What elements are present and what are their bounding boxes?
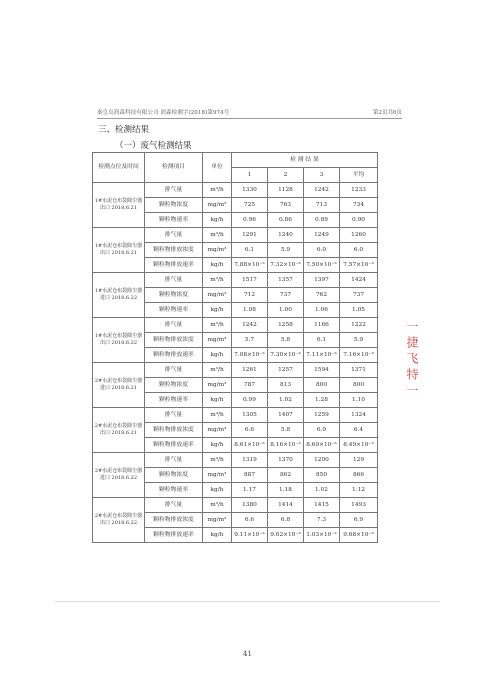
table-row (93, 318, 378, 333)
value-1-cell: 9.11×10⁻³ (232, 528, 268, 543)
unit-cell: mg/m³ (203, 333, 232, 348)
value-1-cell: 5.7 (232, 333, 268, 348)
average-cell: 1493 (340, 498, 378, 513)
footer-rule (55, 601, 440, 602)
item-cell: 排气量 (145, 363, 203, 378)
average-cell: 0.90 (340, 213, 378, 228)
item-cell: 排气量 (145, 498, 203, 513)
item-cell: 颗粒物浓度 (145, 468, 203, 483)
value-2-cell: 6.8 (268, 513, 304, 528)
unit-cell: mg/m³ (203, 378, 232, 393)
unit-cell: mg/m³ (203, 513, 232, 528)
unit-cell: kg/h (203, 483, 232, 498)
value-3-cell: 1200 (304, 453, 340, 468)
average-cell: 7.57×10⁻³ (340, 258, 378, 273)
location-cell: 2#水泥仓布袋除尘器进口 2018.6.22 (93, 453, 145, 498)
head-col3: 3 (304, 168, 340, 183)
unit-cell: kg/h (203, 528, 232, 543)
header-rule (97, 118, 402, 119)
value-2-cell: 1128 (268, 183, 304, 198)
head-unit: 单位 (203, 153, 232, 183)
value-2-cell: 7.30×10⁻³ (268, 348, 304, 363)
value-3-cell: 1594 (304, 363, 340, 378)
value-2-cell: 763 (268, 198, 304, 213)
table-row (93, 273, 378, 288)
value-1-cell: 787 (232, 378, 268, 393)
value-1-cell: 0.99 (232, 393, 268, 408)
average-cell: 1222 (340, 318, 378, 333)
item-cell: 颗粒物速率 (145, 303, 203, 318)
value-1-cell: 7.88×10⁻³ (232, 258, 268, 273)
location-cell: 1#水泥仓布袋除尘器出口 2018.6.22 (93, 318, 145, 363)
value-2-cell: 1414 (268, 498, 304, 513)
value-3-cell: 6.0 (304, 243, 340, 258)
location-cell: 1#水泥仓布袋除尘器出口 2018.6.21 (93, 228, 145, 273)
average-cell: 1.05 (340, 303, 378, 318)
unit-cell: m³/h (203, 318, 232, 333)
value-1-cell: 1.08 (232, 303, 268, 318)
value-2-cell: 1.00 (268, 303, 304, 318)
value-1-cell: 1242 (232, 318, 268, 333)
average-cell: 6.4 (340, 423, 378, 438)
average-cell: 1.12 (340, 483, 378, 498)
value-2-cell: 5.8 (268, 423, 304, 438)
unit-cell: kg/h (203, 393, 232, 408)
section-title: 三、检测结果 (98, 125, 150, 135)
value-3-cell: 6.9 (304, 423, 340, 438)
value-3-cell: 1397 (304, 273, 340, 288)
item-cell: 排气量 (145, 318, 203, 333)
average-cell: 129 (340, 453, 378, 468)
head-location: 检测点位及时间 (93, 153, 145, 183)
unit-cell: mg/m³ (203, 288, 232, 303)
value-3-cell: 7.50×10⁻³ (304, 258, 340, 273)
value-3-cell: 0.89 (304, 213, 340, 228)
value-3-cell: 1.28 (304, 393, 340, 408)
value-2-cell: 1.18 (268, 483, 304, 498)
value-1-cell: 6.6 (232, 513, 268, 528)
value-3-cell: 7.3 (304, 513, 340, 528)
average-cell: 8.49×10⁻³ (340, 438, 378, 453)
value-1-cell: 725 (232, 198, 268, 213)
value-3-cell: 850 (304, 468, 340, 483)
value-2-cell: 5.9 (268, 243, 304, 258)
average-cell: 866 (340, 468, 378, 483)
head-col1: 1 (232, 168, 268, 183)
item-cell: 颗粒物排放速率 (145, 258, 203, 273)
value-3-cell: 1415 (304, 498, 340, 513)
location-cell: 2#水泥仓布袋除尘器出口 2018.6.22 (93, 498, 145, 543)
value-3-cell: 800 (304, 378, 340, 393)
item-cell: 排气量 (145, 453, 203, 468)
item-cell: 颗粒物排放浓度 (145, 333, 203, 348)
table-row (93, 363, 378, 378)
value-2-cell: 862 (268, 468, 304, 483)
value-1-cell: 1291 (232, 228, 268, 243)
average-cell: 737 (340, 288, 378, 303)
value-3-cell: 1242 (304, 183, 340, 198)
location-cell: 2#水泥仓布袋除尘器出口 2018.6.21 (93, 408, 145, 453)
value-3-cell: 1.02 (304, 483, 340, 498)
location-cell: 1#水泥仓布袋除尘器进口 2018.6.22 (93, 273, 145, 318)
location-cell: 2#水泥仓布袋除尘器进口 2018.6.21 (93, 363, 145, 408)
value-2-cell: 5.8 (268, 333, 304, 348)
value-2-cell: 1240 (268, 228, 304, 243)
average-cell: 7.16×10⁻³ (340, 348, 378, 363)
average-cell: 1233 (340, 183, 378, 198)
unit-cell: m³/h (203, 453, 232, 468)
header-right: 第2页共6页 (373, 110, 402, 116)
value-2-cell: 9.62×10⁻³ (268, 528, 304, 543)
value-2-cell: 813 (268, 378, 304, 393)
unit-cell: m³/h (203, 273, 232, 288)
average-cell: 9.68×10⁻³ (340, 528, 378, 543)
value-1-cell: 7.08×10⁻³ (232, 348, 268, 363)
unit-cell: kg/h (203, 303, 232, 318)
average-cell: 6.9 (340, 513, 378, 528)
value-1-cell: 1.17 (232, 483, 268, 498)
unit-cell: mg/m³ (203, 243, 232, 258)
unit-cell: m³/h (203, 228, 232, 243)
unit-cell: mg/m³ (203, 198, 232, 213)
value-1-cell: 6.1 (232, 243, 268, 258)
value-1-cell: 712 (232, 288, 268, 303)
value-1-cell: 0.96 (232, 213, 268, 228)
unit-cell: m³/h (203, 363, 232, 378)
value-3-cell: 8.69×10⁻³ (304, 438, 340, 453)
value-2-cell: 737 (268, 288, 304, 303)
value-1-cell: 8.61×10⁻³ (232, 438, 268, 453)
average-cell: 6.0 (340, 243, 378, 258)
table-row (93, 408, 378, 423)
unit-cell: kg/h (203, 258, 232, 273)
table-row (93, 498, 378, 513)
unit-cell: kg/h (203, 213, 232, 228)
value-3-cell: 1.03×10⁻² (304, 528, 340, 543)
value-3-cell: 762 (304, 288, 340, 303)
value-1-cell: 1330 (232, 183, 268, 198)
item-cell: 颗粒物浓度 (145, 288, 203, 303)
value-3-cell: 7.11×10⁻³ (304, 348, 340, 363)
item-cell: 排气量 (145, 273, 203, 288)
item-cell: 颗粒物排放浓度 (145, 243, 203, 258)
average-cell: 1324 (340, 408, 378, 423)
average-cell: 1371 (340, 363, 378, 378)
head-avg: 平均 (340, 168, 378, 183)
average-cell: 800 (340, 378, 378, 393)
unit-cell: kg/h (203, 438, 232, 453)
value-2-cell: 7.32×10⁻³ (268, 258, 304, 273)
value-2-cell: 1370 (268, 453, 304, 468)
item-cell: 颗粒物排放浓度 (145, 513, 203, 528)
item-cell: 排气量 (145, 183, 203, 198)
table-row (93, 183, 378, 198)
item-cell: 颗粒物浓度 (145, 198, 203, 213)
average-cell: 1424 (340, 273, 378, 288)
item-cell: 排气量 (145, 228, 203, 243)
unit-cell: m³/h (203, 183, 232, 198)
head-results: 检 测 结 果 (232, 153, 378, 168)
value-3-cell: 1166 (304, 318, 340, 333)
value-3-cell: 6.1 (304, 333, 340, 348)
unit-cell: mg/m³ (203, 468, 232, 483)
unit-cell: m³/h (203, 498, 232, 513)
value-2-cell: 1407 (268, 408, 304, 423)
item-cell: 颗粒物速率 (145, 213, 203, 228)
value-1-cell: 1517 (232, 273, 268, 288)
value-3-cell: 1.06 (304, 303, 340, 318)
head-col2: 2 (268, 168, 304, 183)
value-2-cell: 0.86 (268, 213, 304, 228)
location-cell: 1#水泥仓布袋除尘器出口 2018.6.21 (93, 183, 145, 228)
value-2-cell: 1257 (268, 363, 304, 378)
value-1-cell: 1261 (232, 363, 268, 378)
unit-cell: kg/h (203, 348, 232, 363)
unit-cell: mg/m³ (203, 423, 232, 438)
item-cell: 颗粒物速率 (145, 393, 203, 408)
table-row (93, 228, 378, 243)
item-cell: 颗粒物排放速率 (145, 528, 203, 543)
value-1-cell: 887 (232, 468, 268, 483)
item-cell: 颗粒物排放速率 (145, 438, 203, 453)
value-3-cell: 1249 (304, 228, 340, 243)
value-1-cell: 1305 (232, 408, 268, 423)
value-1-cell: 6.6 (232, 423, 268, 438)
item-cell: 颗粒物排放速率 (145, 348, 203, 363)
value-2-cell: 1.02 (268, 393, 304, 408)
item-cell: 颗粒物速率 (145, 483, 203, 498)
average-cell: 5.9 (340, 333, 378, 348)
table-head-row (93, 153, 378, 168)
results-table (92, 152, 378, 543)
item-cell: 颗粒物浓度 (145, 378, 203, 393)
average-cell: 1.10 (340, 393, 378, 408)
value-2-cell: 8.16×10⁻³ (268, 438, 304, 453)
item-cell: 排气量 (145, 408, 203, 423)
value-3-cell: 713 (304, 198, 340, 213)
head-item: 检测项目 (145, 153, 203, 183)
table-row (93, 453, 378, 468)
value-1-cell: 1380 (232, 498, 268, 513)
header-left: 秦皇岛润森科技有限公司 润森检测字(2018)第974号 (97, 110, 230, 116)
value-2-cell: 1258 (268, 318, 304, 333)
average-cell: 1260 (340, 228, 378, 243)
value-3-cell: 1259 (304, 408, 340, 423)
subsection-title: （一）废气检测结果 (115, 141, 192, 151)
handwritten-signature: 一捷飞特一 (405, 320, 419, 400)
unit-cell: m³/h (203, 408, 232, 423)
page-number: 41 (243, 650, 252, 658)
value-1-cell: 1319 (232, 453, 268, 468)
value-2-cell: 1357 (268, 273, 304, 288)
average-cell: 734 (340, 198, 378, 213)
item-cell: 颗粒物排放浓度 (145, 423, 203, 438)
